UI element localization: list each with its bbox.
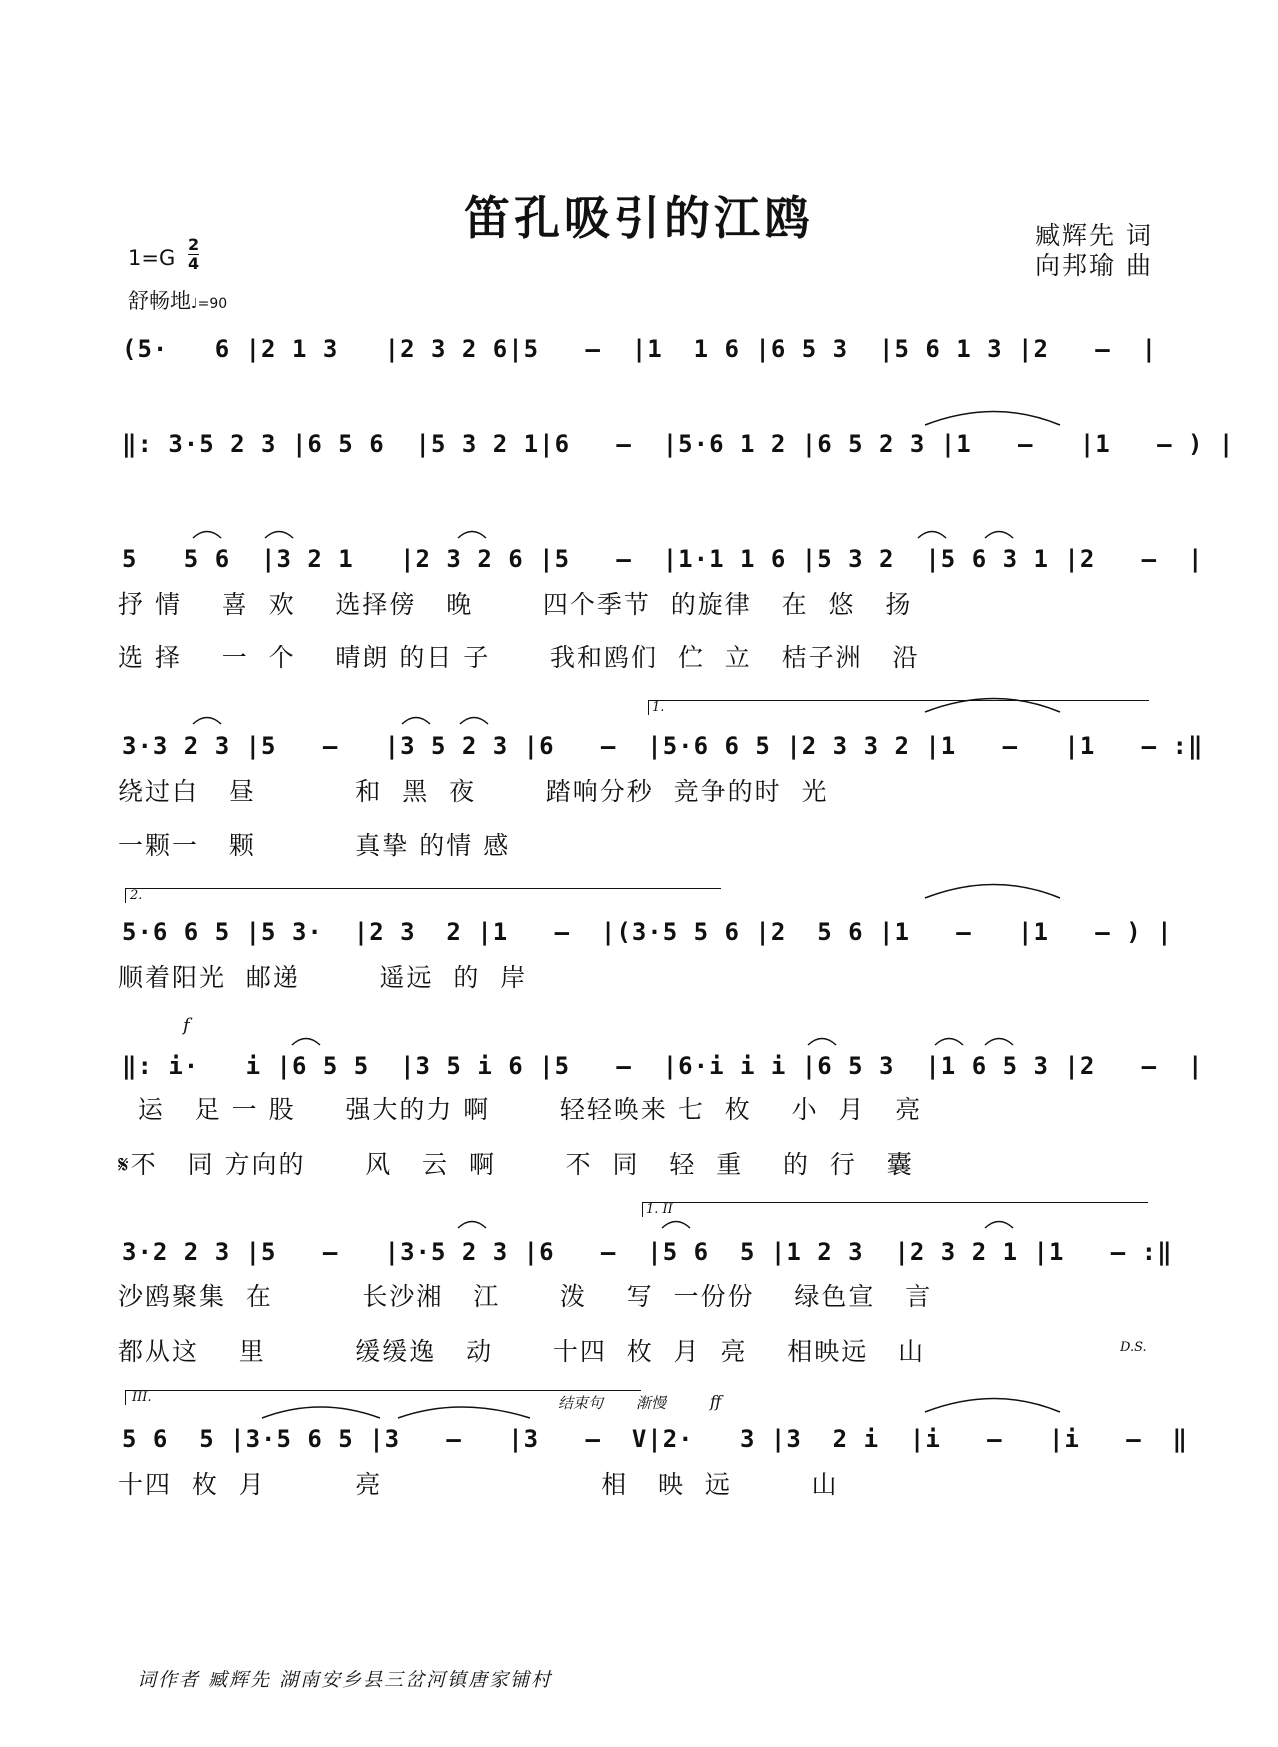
lyric-row-8-verse-1: 十四 枚 月 亮 相 映 远 山 — [118, 1470, 839, 1499]
score-title: 笛孔吸引的江鸥 — [464, 191, 814, 245]
key-signature: 1=G — [128, 246, 176, 270]
slur-arc — [292, 1039, 320, 1046]
tie-arc — [925, 1399, 1060, 1413]
notation-row-4: 3·3 2 3 |5 – |3 5 2 3 |6 – |5·6 6 5 |2 3 3 2 |1 – |1 – :‖ — [122, 732, 1204, 760]
lyric-row-5-verse-1: 顺着阳光 邮递 遥远 的 岸 — [118, 963, 528, 992]
notation-row-1: (5· 6 |2 1 3 |2 3 2 6|5 – |1 1 6 |6 5 3 |5 6 1 3 |2 – | — [122, 335, 1158, 363]
forte-mark: f — [183, 1015, 190, 1036]
tie-arc — [925, 699, 1060, 713]
slur-arc — [458, 1222, 486, 1229]
volta-label-1-2: 1. II — [646, 1202, 673, 1217]
notation-row-3: 5 5 6 |3 2 1 |2 3 2 6 |5 – |1·1 1 6 |5 3 2 |5 6 3 1 |2 – | — [122, 545, 1204, 573]
lyric-row-4-verse-1: 绕过白 昼 和 黑 夜 踏响分秒 竞争的时 光 — [118, 777, 829, 806]
lyric-row-3-verse-1: 抒 情 喜 欢 选择傍 晚 四个季节 的旋律 在 悠 扬 — [118, 590, 913, 619]
notation-row-2: ‖: 3·5 2 3 |6 5 6 |5 3 2 1|6 – |5·6 1 2 |6 5 2 3 |1 – |1 – ) | — [122, 430, 1235, 458]
lyric-row-3-verse-2: 选 择 一 个 晴朗 的日 子 我和鸥们 伫 立 桔子洲 沿 — [118, 643, 920, 672]
composer-credit: 向邦瑜 曲 — [1035, 251, 1153, 280]
lyric-row-6-verse-2: 𝄋不 同 方向的 风 云 啊 不 同 轻 重 的 行 囊 — [118, 1150, 914, 1179]
slur-arc — [935, 1039, 963, 1046]
slur-arc — [985, 1222, 1013, 1229]
lyric-row-4-verse-2: 一颗一 颗 真挚 的情 感 — [118, 831, 511, 860]
slur-arc — [262, 1407, 380, 1418]
notation-row-6: ‖: i· i |6 5 5 |3 5 i 6 |5 – |6·i i i |6 5 3 |1 6 5 3 |2 – | — [122, 1052, 1204, 1080]
tie-arc — [925, 412, 1060, 426]
tie-arc — [925, 885, 1060, 899]
lyric-row-7-verse-2: 都从这 里 缓缓逸 动 十四 枚 月 亮 相映远 山 — [118, 1337, 926, 1366]
volta-label-1: 1. — [652, 700, 665, 715]
slur-arc — [398, 1407, 530, 1418]
lyric-row-6-verse-1: 运 足 一 股 强大的力 啊 轻轻唤来 七 枚 小 月 亮 — [118, 1095, 923, 1124]
slur-arc — [985, 532, 1013, 539]
ending-phrase-text: 结束句 — [558, 1394, 604, 1412]
dal-segno-mark: D.S. — [1120, 1340, 1147, 1355]
footer-credit: 词作者 臧辉先 湖南安乡县三岔河镇唐家铺村 — [137, 1669, 553, 1691]
slur-arc — [460, 718, 488, 725]
slur-arc — [662, 1222, 690, 1229]
ritardando-text: 渐慢 — [636, 1394, 667, 1412]
slur-arc — [918, 532, 946, 539]
slur-arc — [808, 1039, 836, 1046]
slur-arc — [402, 718, 430, 725]
tempo-marking: 舒畅地♩=90 — [128, 289, 228, 313]
slur-arc — [193, 718, 221, 725]
notation-row-8: 5 6 5 |3·5 6 5 |3 – |3 – V|2· 3 |3 2 i |i – |i – ‖ — [122, 1425, 1188, 1453]
volta-label-2: 2. — [130, 888, 143, 903]
fortissimo-mark: ff — [710, 1392, 722, 1411]
slur-arc — [458, 532, 486, 539]
volta-label-3: III. — [132, 1390, 152, 1405]
slur-arc — [985, 1039, 1013, 1046]
notation-row-5: 5·6 6 5 |5 3· |2 3 2 |1 – |(3·5 5 6 |2 5 6 |1 – |1 – ) | — [122, 918, 1173, 946]
slur-arc — [193, 532, 221, 539]
time-signature: $\frac{2}{4}$ — [188, 235, 200, 273]
lyricist-credit: 臧辉先 词 — [1035, 221, 1153, 250]
lyric-row-7-verse-1: 沙鸥聚集 在 长沙湘 江 泼 写 一份份 绿色宣 言 — [118, 1282, 933, 1311]
notation-row-7: 3·2 2 3 |5 – |3·5 2 3 |6 – |5 6 5 |1 2 3 |2 3 2 1 |1 – :‖ — [122, 1238, 1173, 1266]
slur-arc — [265, 532, 293, 539]
